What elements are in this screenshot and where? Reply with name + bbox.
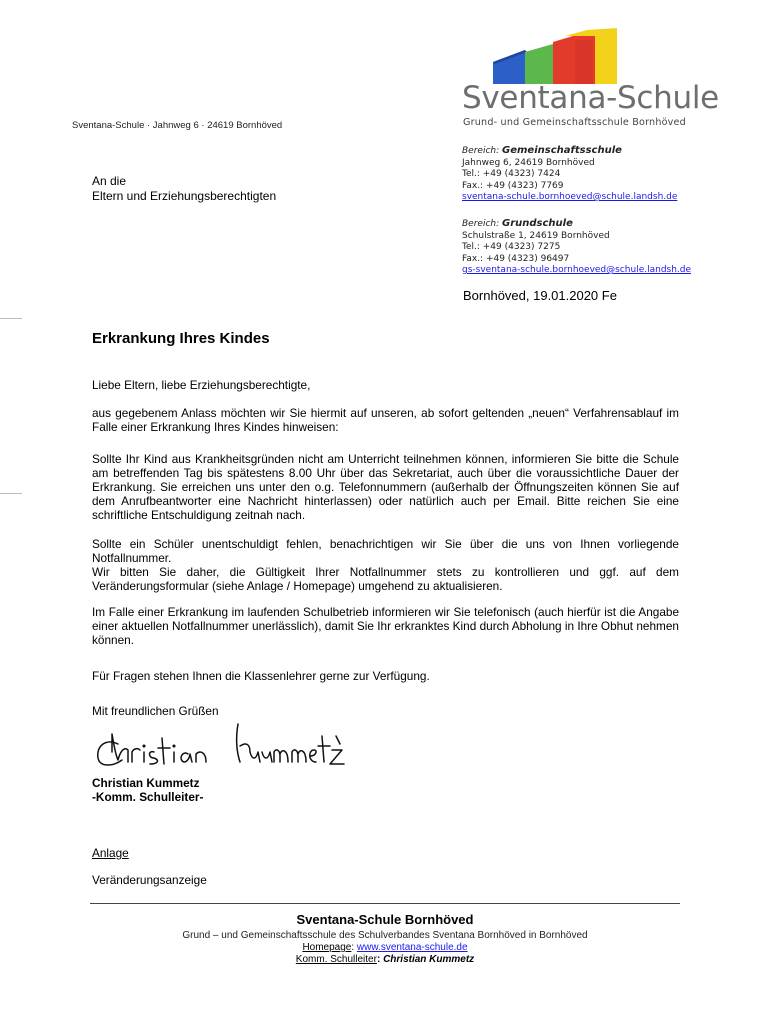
department-email-link[interactable]: sventana-schule.bornhoeved@schule.landsh.de bbox=[462, 192, 678, 202]
attachment-item: Veränderungsanzeige bbox=[92, 873, 207, 887]
logo-red-shape bbox=[553, 36, 573, 84]
paragraph-intro: aus gegebenem Anlass möchten wir Sie hiermit auf unseren, ab sofort geltenden „neuen“ Verfahrensablauf im Falle einer Erkrankung Ihres Kindes hinweisen: bbox=[92, 406, 679, 434]
signer-block bbox=[92, 776, 203, 804]
logo-name: Sventana-Schule bbox=[462, 80, 719, 116]
paragraph-school-illness: Im Falle einer Erkrankung im laufenden Schulbetrieb informieren wir Sie telefonisch (auch hierfür ist die Angabe einer aktuellen Notfallnummer unerlässlich), damit Sie Ihr erkranktes Kind durch Abholung in Ihre Obhut nehmen können. bbox=[92, 605, 679, 647]
footer-head: Komm. Schulleiter: Christian Kummetz bbox=[295, 954, 475, 965]
logo-subtitle: Grund- und Gemeinschaftsschule Bornhöved bbox=[463, 117, 686, 128]
department-name: Gemeinschaftsschule bbox=[502, 145, 622, 156]
department-email-link[interactable]: gs-sventana-schule.bornhoeved@schule.landsh.de bbox=[462, 265, 692, 275]
recipient-line-1: An die bbox=[92, 174, 127, 188]
department-address: Schulstraße 1, 24619 Bornhöved bbox=[462, 230, 610, 241]
paragraph-emergency-a: Sollte ein Schüler unentschuldigt fehlen, benachrichtigen wir Sie über die uns von Ihnen vorliegende Notfallnummer. bbox=[92, 537, 679, 565]
footer-head-label: Komm. Schulleiter bbox=[295, 954, 377, 965]
department-name: Grundschule bbox=[502, 218, 573, 229]
paragraph-procedure: Sollte Ihr Kind aus Krankheitsgründen nicht am Unterricht teilnehmen können, informieren Sie bitte die Schule am betreffenden Tag bis spätestens 8.00 Uhr über das Sekretariat, auch über die voraussichtliche Dauer der Erkrankung. Sie erreichen uns unter den o.g. Telefonnummern (außerhalb der Öffnungszeiten können Sie auf dem Anrufbeantworter eine Nachricht hinterlassen) oder natürlich auch per Email. Bitte reichen Sie eine schriftliche Entschuldigung zeitnah nach. bbox=[92, 452, 679, 522]
department-fax: Fax.: +49 (4323) 96497 bbox=[462, 253, 570, 264]
footer-homepage-label: Homepage bbox=[302, 942, 352, 953]
department-gemeinschaftsschule bbox=[462, 145, 677, 204]
paragraph-emergency-number bbox=[92, 537, 679, 593]
sender-line: Sventana-Schule · Jahnweg 6 · 24619 Bornhöved bbox=[72, 120, 283, 131]
recipient-line-2: Eltern und Erziehungsberechtigten bbox=[92, 189, 277, 203]
footer-description: Grund – und Gemeinschaftsschule des Schulverbandes Sventana Bornhöved in Bornhöved bbox=[182, 930, 588, 941]
signer-name: Christian Kummetz bbox=[92, 776, 200, 790]
handwritten-signature bbox=[88, 716, 368, 776]
department-fax: Fax.: +49 (4323) 7769 bbox=[462, 180, 564, 191]
recipient-block bbox=[92, 174, 276, 204]
salutation: Liebe Eltern, liebe Erziehungsberechtigte, bbox=[92, 378, 311, 392]
department-tel: Tel.: +49 (4323) 7275 bbox=[462, 242, 561, 252]
fold-mark bbox=[0, 318, 22, 319]
footer-title: Sventana-Schule Bornhöved bbox=[296, 912, 474, 927]
fold-mark bbox=[0, 493, 22, 494]
footer-homepage-link[interactable]: www.sventana-schule.de bbox=[356, 942, 468, 953]
signer-role: -Komm. Schulleiter- bbox=[92, 790, 204, 804]
closing: Mit freundlichen Grüßen bbox=[92, 704, 219, 718]
footer-head-name: Christian Kummetz bbox=[383, 954, 475, 965]
attachment-title: Anlage bbox=[92, 846, 129, 860]
footer-homepage: Homepage: www.sventana-schule.de bbox=[302, 942, 468, 953]
department-tel: Tel.: +49 (4323) 7424 bbox=[462, 169, 561, 179]
department-label: Bereich: bbox=[462, 219, 500, 229]
date-line: Bornhöved, 19.01.2020 Fe bbox=[463, 288, 617, 303]
footer-divider bbox=[90, 903, 680, 904]
department-grundschule bbox=[462, 218, 691, 277]
logo-green-shape bbox=[525, 44, 553, 84]
paragraph-emergency-b: Wir bitten Sie daher, die Gültigkeit Ihrer Notfallnummer stets zu kontrollieren und ggf. auf dem Veränderungsformular (siehe Anlage / Homepage) umgehend zu aktualisieren. bbox=[92, 565, 679, 593]
paragraph-questions: Für Fragen stehen Ihnen die Klassenlehrer gerne zur Verfügung. bbox=[92, 669, 430, 683]
logo-blue-shape bbox=[493, 50, 525, 84]
attachment-block bbox=[92, 846, 207, 887]
subject-heading: Erkrankung Ihres Kindes bbox=[92, 330, 270, 347]
department-address: Jahnweg 6, 24619 Bornhöved bbox=[462, 157, 595, 168]
department-label: Bereich: bbox=[462, 146, 500, 156]
